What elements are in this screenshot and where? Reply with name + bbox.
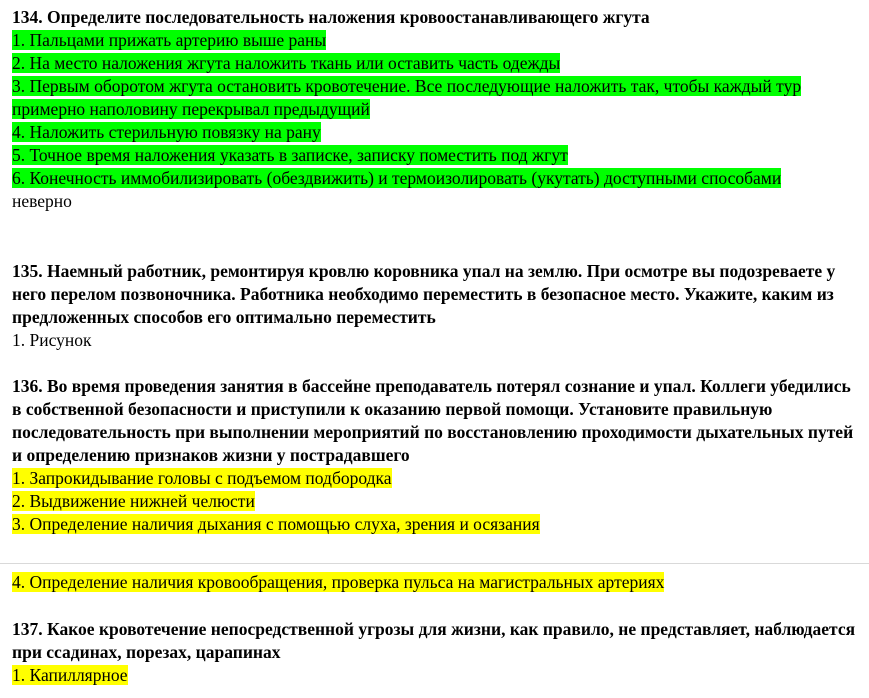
option-text: 2. Выдвижение нижней челюсти [12, 491, 255, 511]
question-134-title: 134. Определите последовательность наложения кровоостанавливающего жгута [12, 7, 650, 27]
option-text: 4. Наложить стерильную повязку на рану [12, 122, 321, 142]
question-136 [12, 375, 862, 536]
option-text: 4. Определение наличия кровообращения, проверка пульса на магистральных артериях [12, 572, 665, 592]
question-136-option-2 [12, 490, 862, 513]
question-137-title: 137. Какое кровотечение непосредственной угрозы для жизни, как правило, не представляет, наблюдается при ссадинах, порезах, царапинах [12, 619, 856, 662]
option-text: 3. Определение наличия дыхания с помощью слуха, зрения и осязания [12, 514, 540, 534]
question-134-option-6 [12, 167, 812, 190]
option-text: 1. Пальцами прижать артерию выше раны [12, 30, 327, 50]
option-text: 2. На место наложения жгута наложить ткань или оставить часть одежды [12, 53, 561, 73]
question-134-option-1 [12, 29, 862, 52]
option-text: 3. Первым оборотом жгута остановить кровотечение. Все последующие наложить так, чтобы каждый тур примерно наполовину перекрывал предыдущий [12, 76, 802, 119]
question-134-option-3 [12, 75, 812, 121]
question-134 [12, 6, 862, 213]
question-136-option-3 [12, 513, 862, 536]
question-136-option-4 [12, 571, 862, 594]
question-135-answer: 1. Рисунок [12, 330, 92, 350]
question-134-option-5 [12, 144, 862, 167]
question-137-answer-row [12, 664, 862, 687]
question-134-result: неверно [12, 191, 72, 211]
question-137 [12, 618, 862, 687]
question-136-option-4-row [12, 571, 862, 594]
question-135-title: 135. Наемный работник, ремонтируя кровлю коровника упал на землю. При осмотре вы подозреваете у него перелом позвоночника. Работника необходимо переместить в безопасное место. Укажите, каким из предложенных способов его оптимально переместить [12, 261, 836, 327]
question-135 [12, 260, 862, 352]
question-134-option-4 [12, 121, 862, 144]
question-136-title: 136. Во время проведения занятия в бассейне преподаватель потерял сознание и упал. Коллеги убедились в собственной безопасности и приступили к оказанию первой помощи. Установите правильную последовательность при выполнении мероприятий по восстановлению проходимости дыхательных путей и определению признаков жизни у пострадавшего [12, 376, 854, 465]
divider [0, 563, 869, 564]
question-134-option-2 [12, 52, 862, 75]
option-text: 1. Запрокидывание головы с подъемом подбородка [12, 468, 392, 488]
option-text: 6. Конечность иммобилизировать (обездвижить) и термоизолировать (укутать) доступными способами [12, 168, 782, 188]
option-text: 5. Точное время наложения указать в записке, записку поместить под жгут [12, 145, 568, 165]
option-text: 1. Капиллярное [12, 665, 128, 685]
question-136-option-1 [12, 467, 862, 490]
